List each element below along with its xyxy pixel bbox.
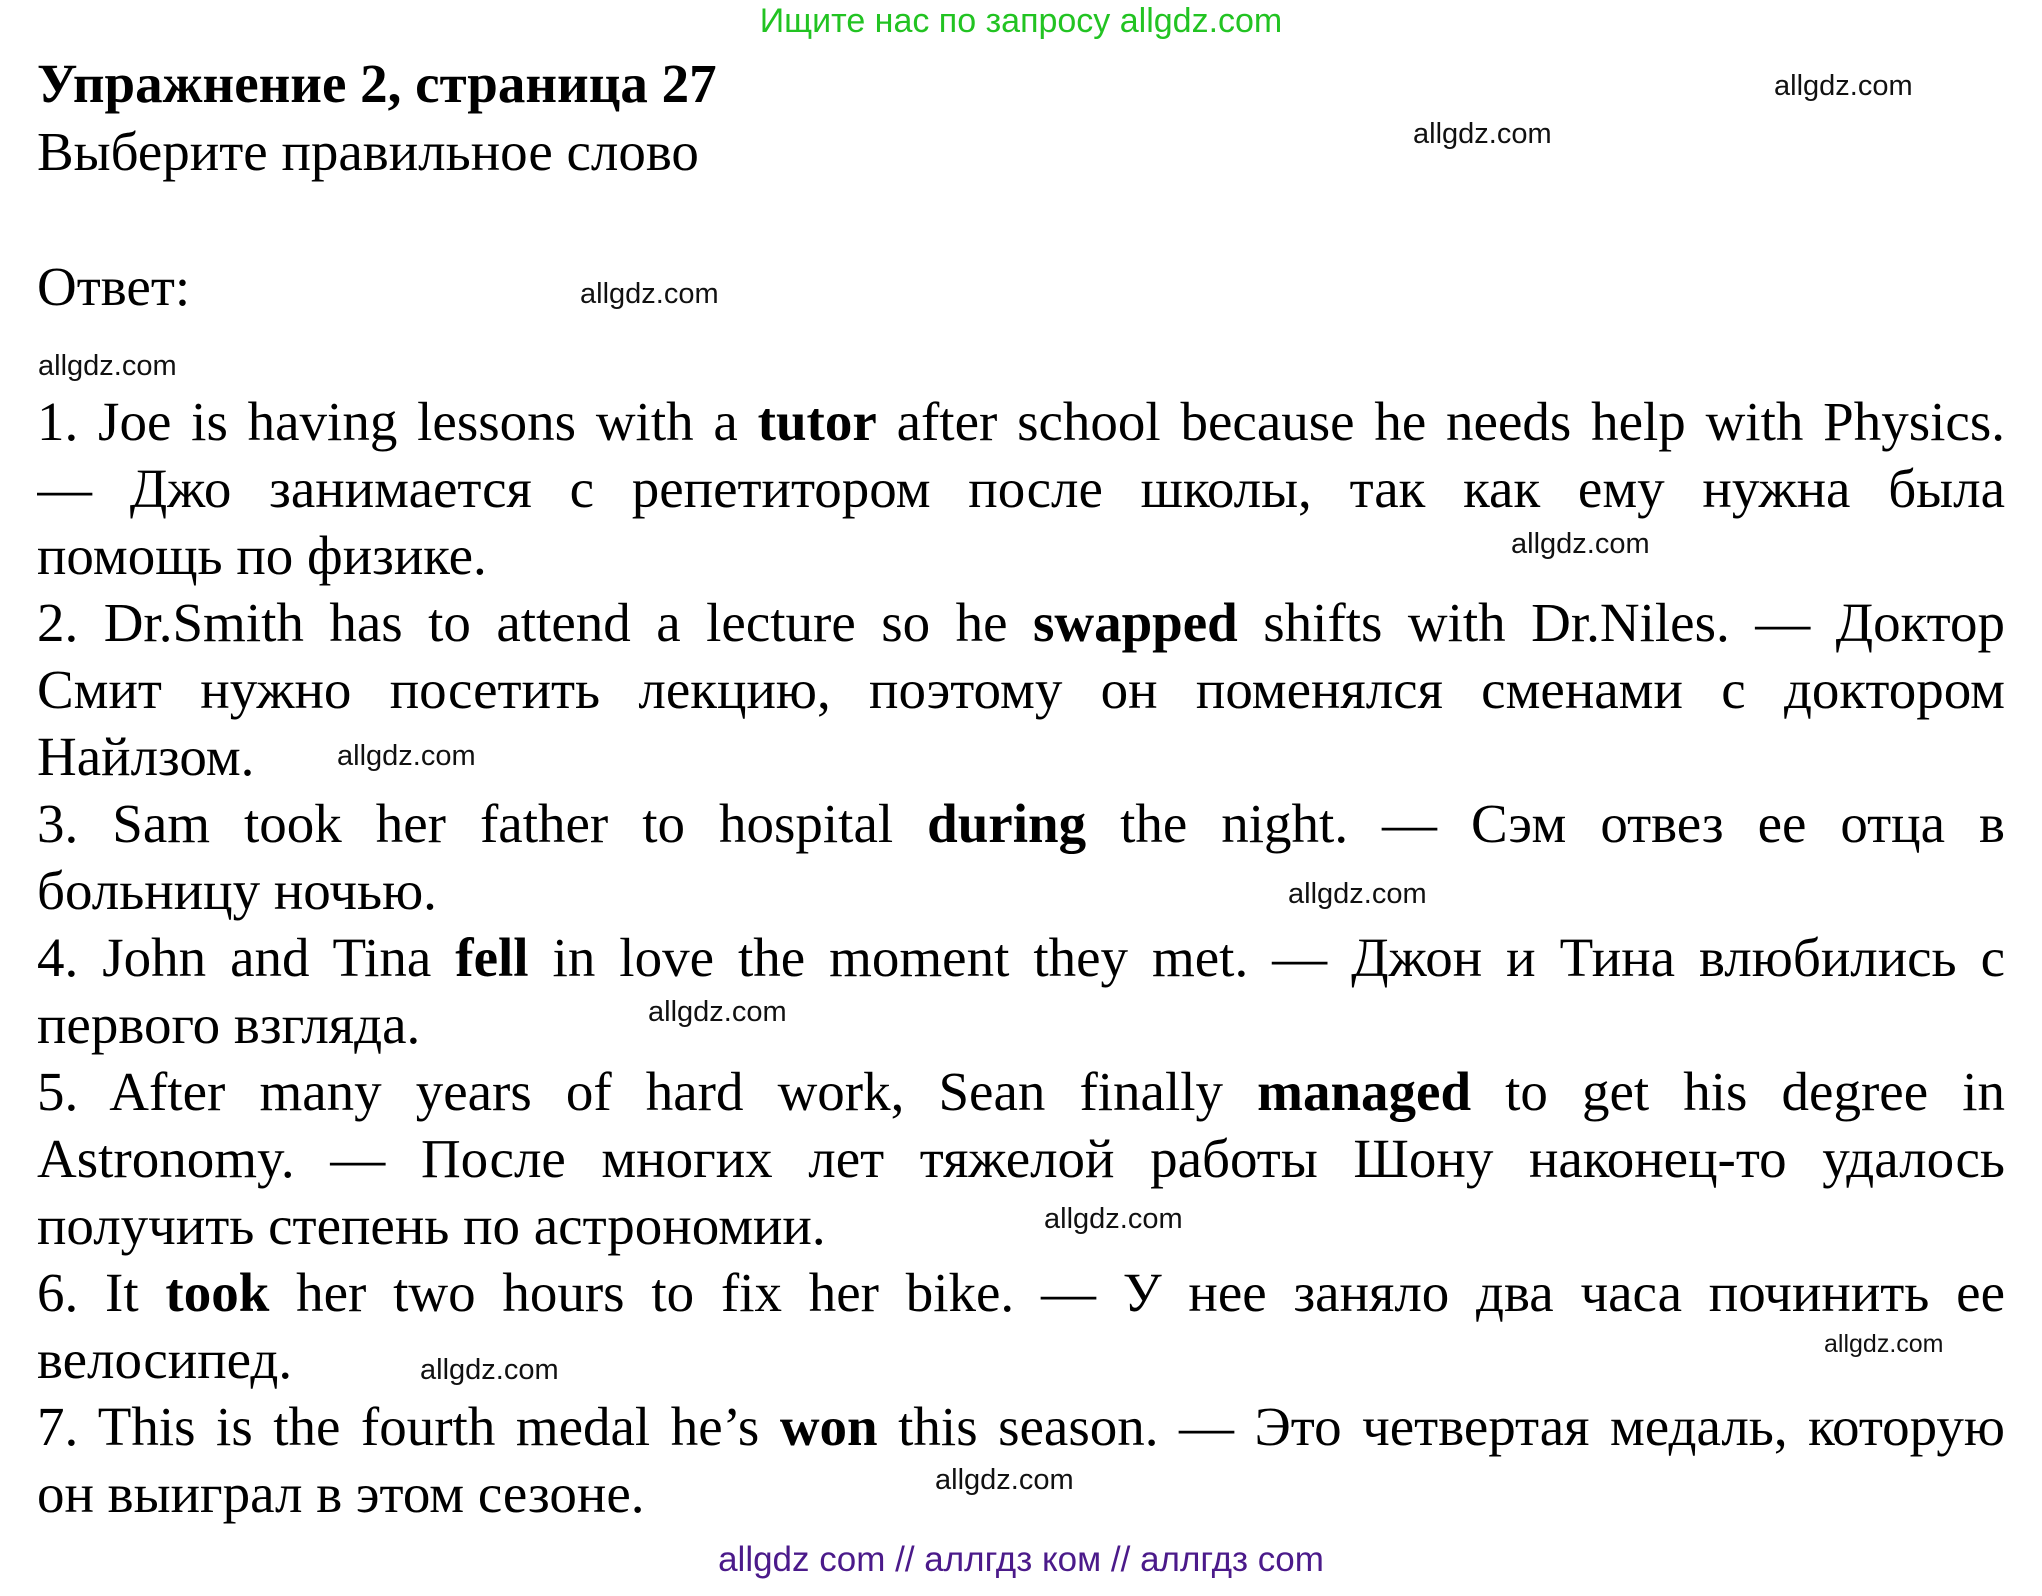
- line-text: 4. John and Tina: [37, 927, 456, 988]
- answer-line: [37, 1460, 645, 1527]
- answer-label: Ответ:: [37, 256, 191, 317]
- answer-line: [37, 790, 2005, 857]
- answer-line: [37, 723, 254, 790]
- line-text: after school because he needs help with Physics.: [876, 391, 2005, 452]
- line-text: the night. — Сэм отвез ее отца в: [1086, 793, 2005, 854]
- watermark: allgdz.com: [38, 350, 177, 382]
- watermark: allgdz.com: [420, 1354, 559, 1386]
- watermark: allgdz.com: [1824, 1330, 1944, 1358]
- line-text: первого взгляда.: [37, 994, 421, 1055]
- watermark: allgdz.com: [580, 278, 719, 310]
- line-text: to get his degree in: [1471, 1061, 2005, 1122]
- line-text: Найлзом.: [37, 726, 255, 787]
- answer-word: tutor: [757, 391, 877, 452]
- watermark: allgdz.com: [1774, 70, 1913, 102]
- answer-word: swapped: [1032, 592, 1238, 653]
- line-text: Astronomy. — После многих лет тяжелой работы Шону наконец-то удалось: [37, 1128, 2005, 1189]
- answer-line: [37, 388, 2005, 455]
- exercise-subtitle: Выберите правильное слово: [37, 121, 699, 182]
- answer-line: [37, 857, 437, 924]
- watermark: allgdz.com: [337, 740, 476, 772]
- answer-line: [37, 1326, 292, 1393]
- answer-word: managed: [1257, 1061, 1472, 1122]
- answer-word: won: [779, 1396, 878, 1457]
- line-text: велосипед.: [37, 1329, 293, 1390]
- line-text: получить степень по астрономии.: [37, 1195, 826, 1256]
- line-text: her two hours to fix her bike. — У нее заняло два часа починить ее: [269, 1262, 2005, 1323]
- footer-watermark: allgdz com // аллгдз ком // аллгдз com: [718, 1540, 1324, 1579]
- line-text: 5. After many years of hard work, Sean finally: [37, 1061, 1258, 1122]
- line-text: in love the moment they met. — Джон и Тина влюбились с: [528, 927, 2005, 988]
- line-text: 3. Sam took her father to hospital: [37, 793, 928, 854]
- answer-word: took: [165, 1262, 270, 1323]
- answer-line: [37, 1259, 2005, 1326]
- line-text: this season. — Это четвертая медаль, которую: [877, 1396, 2005, 1457]
- answer-line: [37, 1125, 2005, 1192]
- line-text: помощь по физике.: [37, 525, 487, 586]
- watermark: allgdz.com: [935, 1464, 1074, 1496]
- answer-word: during: [927, 793, 1087, 854]
- answer-body: [37, 388, 2005, 1527]
- answer-line: [37, 656, 2005, 723]
- watermark: allgdz.com: [1044, 1203, 1183, 1235]
- answer-line: [37, 1058, 2005, 1125]
- line-text: 2. Dr.Smith has to attend a lecture so he: [37, 592, 1033, 653]
- answer-line: [37, 522, 487, 589]
- answer-word: fell: [455, 927, 529, 988]
- line-text: больницу ночью.: [37, 860, 437, 921]
- answer-line: [37, 1192, 826, 1259]
- line-text: — Джо занимается с репетитором после школы, так как ему нужна была: [37, 458, 2005, 519]
- line-text: 1. Joe is having lessons with a: [37, 391, 758, 452]
- line-text: 6. It: [37, 1262, 166, 1323]
- exercise-title: Упражнение 2, страница 27: [37, 53, 717, 114]
- answer-line: [37, 924, 2005, 991]
- answer-line: [37, 1393, 2005, 1460]
- line-text: он выиграл в этом сезоне.: [37, 1463, 645, 1524]
- watermark: allgdz.com: [648, 996, 787, 1028]
- answer-line: [37, 589, 2005, 656]
- line-text: shifts with Dr.Niles. — Доктор: [1237, 592, 2005, 653]
- answer-line: [37, 455, 2005, 522]
- answer-line: [37, 991, 420, 1058]
- watermark: allgdz.com: [1413, 118, 1552, 150]
- watermark: allgdz.com: [1511, 528, 1650, 560]
- watermark: allgdz.com: [1288, 878, 1427, 910]
- search-banner: Ищите нас по запросу allgdz.com: [759, 2, 1283, 40]
- line-text: Смит нужно посетить лекцию, поэтому он поменялся сменами с доктором: [37, 659, 2005, 720]
- line-text: 7. This is the fourth medal he’s: [37, 1396, 780, 1457]
